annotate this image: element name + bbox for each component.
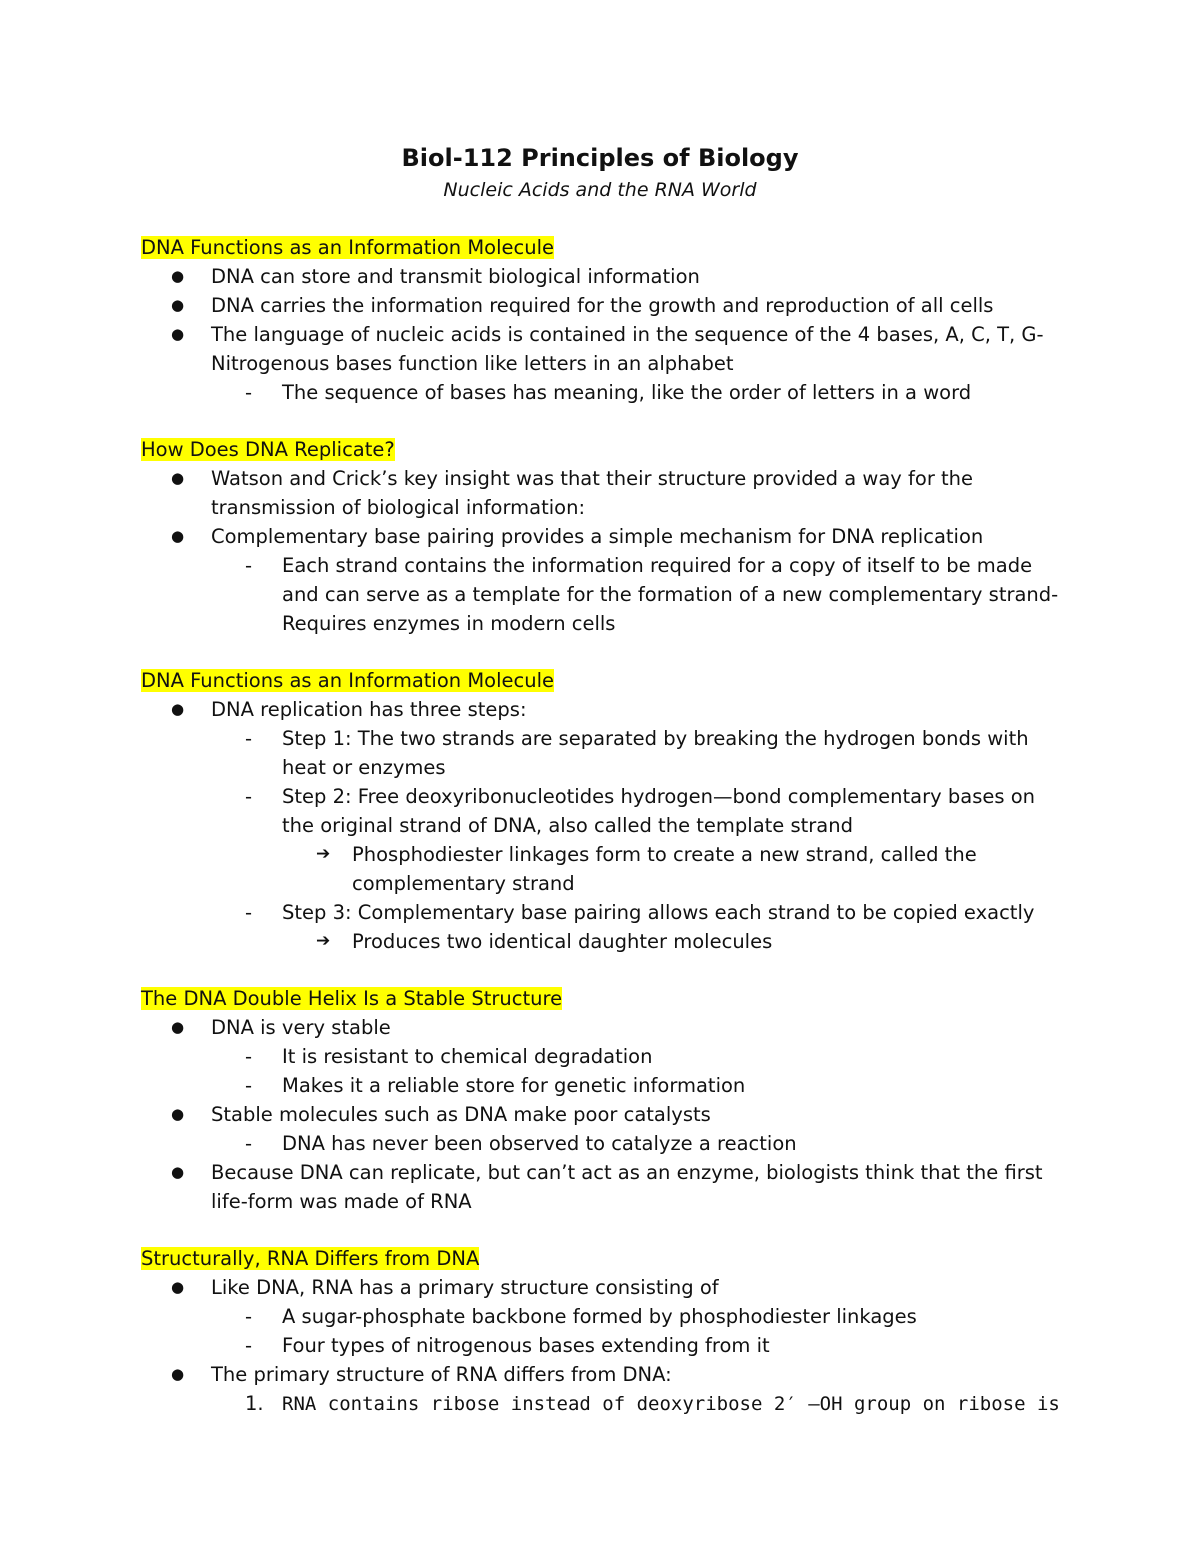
dash-icon: - (245, 785, 253, 808)
bullet-item: ● Complementary base pairing provides a simple mechanism for DNA replication (141, 522, 1061, 551)
dash-icon: - (245, 1045, 253, 1068)
dash-icon: - (245, 727, 253, 750)
section-heading: Structurally, RNA Differs from DNA (141, 1247, 480, 1270)
arrow-item: ➔ Phosphodiester linkages form to create a new strand, called the complementary strand (141, 840, 1061, 898)
bullet-item: ● The language of nucleic acids is contained in the sequence of the 4 bases, A, C, T, G- Nitrogenous bases function like letters in an alphabet (141, 320, 1061, 378)
bullet-icon: ● (171, 1365, 185, 1383)
section-heading: DNA Functions as an Information Molecule (141, 236, 554, 259)
section-heading: DNA Functions as an Information Molecule (141, 669, 554, 692)
sub-item: - Each strand contains the information required for a copy of itself to be made and can serve as a template for the formation of a new complementary strand- Requires enzymes in modern cells (141, 551, 1061, 638)
sub-item: - Step 2: Free deoxyribonucleotides hydrogen—bond complementary bases on the original strand of DNA, also called the template strand (141, 782, 1061, 840)
bullet-icon: ● (171, 296, 185, 314)
dash-icon: - (245, 1132, 253, 1155)
sub-item: - A sugar-phosphate backbone formed by phosphodiester linkages (141, 1302, 1061, 1331)
number-marker: 1. (245, 1392, 264, 1415)
page-title: Biol-112 Principles of Biology (401, 144, 799, 172)
bullet-item: ● DNA is very stable (141, 1013, 1061, 1042)
bullet-icon: ● (171, 325, 185, 343)
bullet-item: ● Stable molecules such as DNA make poor catalysts (141, 1100, 1061, 1129)
bullet-icon: ● (171, 1018, 185, 1036)
bullet-icon: ● (171, 469, 185, 487)
bullet-item: ● Like DNA, RNA has a primary structure consisting of (141, 1273, 1061, 1302)
bullet-item: ● DNA replication has three steps: (141, 695, 1061, 724)
bullet-icon: ● (171, 1105, 185, 1123)
bullet-icon: ● (171, 527, 185, 545)
bullet-item: ● DNA carries the information required for the growth and reproduction of all cells (141, 291, 1061, 320)
sub-item: - Four types of nitrogenous bases extending from it (141, 1331, 1061, 1360)
page-subtitle: Nucleic Acids and the RNA World (443, 179, 757, 201)
bullet-item: ● The primary structure of RNA differs from DNA: (141, 1360, 1061, 1389)
bullet-item: ● DNA can store and transmit biological information (141, 262, 1061, 291)
bullet-item: ● Watson and Crick’s key insight was that their structure provided a way for the transmission of biological information: (141, 464, 1061, 522)
dash-icon: - (245, 1305, 253, 1328)
dash-icon: - (245, 381, 253, 404)
sub-item: - DNA has never been observed to catalyze a reaction (141, 1129, 1061, 1158)
arrow-icon: ➔ (316, 931, 331, 951)
bullet-icon: ● (171, 1278, 185, 1296)
bullet-icon: ● (171, 700, 185, 718)
section-heading: The DNA Double Helix Is a Stable Structure (141, 987, 563, 1010)
notes-body (141, 233, 1061, 1419)
dash-icon: - (245, 554, 253, 577)
bullet-icon: ● (171, 1163, 185, 1181)
dash-icon: - (245, 1334, 253, 1357)
arrow-item: ➔ Produces two identical daughter molecules (141, 927, 1061, 956)
bullet-icon: ● (171, 267, 185, 285)
arrow-icon: ➔ (316, 844, 331, 864)
dash-icon: - (245, 901, 253, 924)
bullet-item: ● Because DNA can replicate, but can’t act as an enzyme, biologists think that the first life-form was made of RNA (141, 1158, 1061, 1216)
section-heading: How Does DNA Replicate? (141, 438, 395, 461)
sub-item: - It is resistant to chemical degradation (141, 1042, 1061, 1071)
sub-item: - The sequence of bases has meaning, like the order of letters in a word (141, 378, 1061, 407)
dash-icon: - (245, 1074, 253, 1097)
sub-item: - Makes it a reliable store for genetic information (141, 1071, 1061, 1100)
sub-item: - Step 3: Complementary base pairing allows each strand to be copied exactly (141, 898, 1061, 927)
numbered-item: 1. RNA contains ribose instead of deoxyribose 2′ —OH group on ribose is (141, 1389, 1061, 1419)
sub-item: - Step 1: The two strands are separated by breaking the hydrogen bonds with heat or enzymes (141, 724, 1061, 782)
